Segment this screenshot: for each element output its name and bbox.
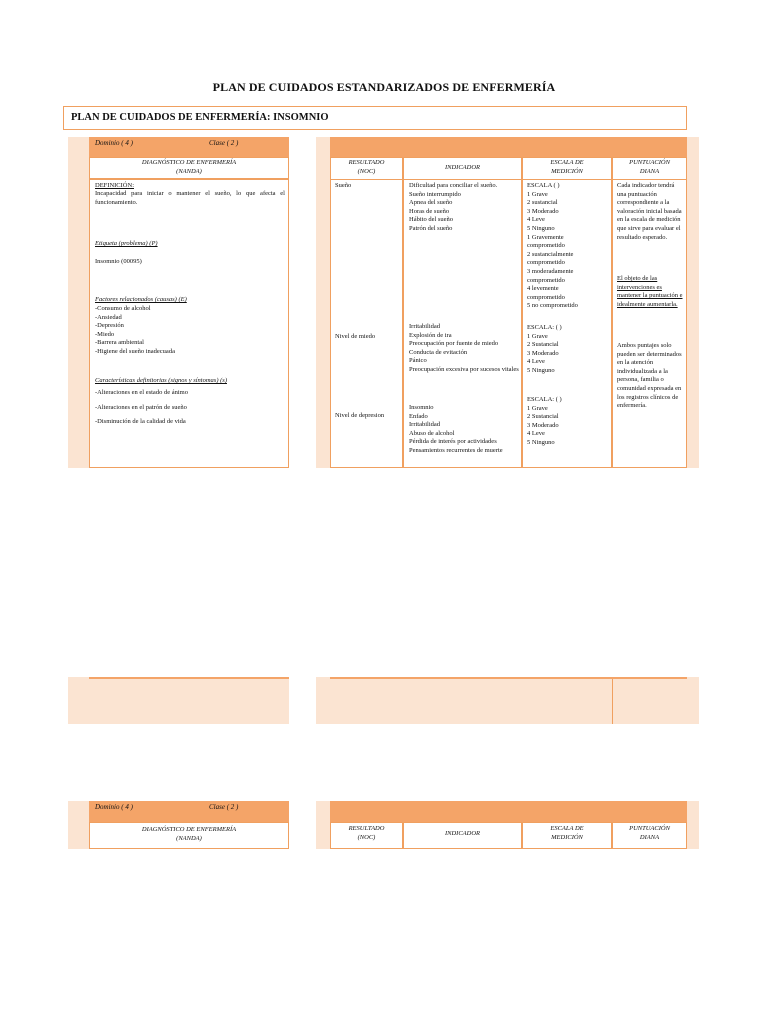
- diagnosis-header: DIAGNÓSTICO DE ENFERMERÍA (NANDA): [141, 159, 237, 175]
- caracteristica-item: -Alteraciones en el estado de ánimo: [95, 389, 188, 396]
- indicadores-depresion: Insomnio Enfado Irritabilidad Abuso de alcohol Pérdida de interés por actividades Pensamientos recurrentes de muerte: [409, 404, 503, 454]
- dominio-label-2: Dominio ( 4 ): [95, 803, 133, 811]
- puntuacion-header-2: PUNTUACIÓN DIANA: [629, 825, 670, 841]
- clase-label-2: Clase ( 2 ): [209, 803, 239, 811]
- puntuacion-text-1: Cada indicador tendrá una puntuación correspondiente a la valoración inicial basada en la escala de medición que sirve para evaluar el resultado esperado.: [617, 182, 682, 241]
- resultado-header: RESULTADO (NOC): [348, 159, 385, 175]
- divider: [89, 677, 289, 679]
- puntuacion-text-2: El objeto de las intervenciones es mantener la puntuación e idealmente aumentarla.: [617, 275, 683, 308]
- definicion-text: Incapacidad para iniciar o mantener el sueño, lo que afecta el funcionamiento.: [95, 190, 285, 206]
- noc-top-bar-2: [330, 801, 687, 822]
- resultado-depresion: Nivel de depresion: [335, 412, 385, 419]
- escala-sueno: ESCALA ( ) 1 Grave 2 sustancial 3 Moderado 4 Leve 5 Ninguno 1 Gravemente comprometido 2 sustancialmente comprometido 3 moderadamente comprometido 4 levemente comprometido 5 no comprometido: [527, 182, 578, 310]
- resultado-column: [330, 179, 403, 468]
- noc-top-bar: [330, 137, 687, 157]
- escala-miedo: ESCALA: ( ) 1 Grave 2 Sustancial 3 Moderado 4 Leve 5 Ninguno: [527, 324, 562, 374]
- escala-header: ESCALA DE MEDICIÓN: [550, 159, 584, 175]
- etiqueta-value: Insomnio (00095): [95, 258, 142, 265]
- escala-header-2: ESCALA DE MEDICIÓN: [550, 825, 584, 841]
- etiqueta-label: Etiqueta (problema) (P): [95, 240, 158, 247]
- plan-title: PLAN DE CUIDADOS DE ENFERMERÍA: INSOMNIO: [71, 112, 329, 123]
- resultado-header-2: RESULTADO (NOC): [348, 825, 385, 841]
- indicadores-sueno: Dificultad para conciliar el sueño. Sueño interrumpido Apnea del sueño Horas de sueño Hábito del sueño Patrón del sueño: [409, 182, 498, 232]
- empty-right-panel: [316, 677, 699, 724]
- divider: [612, 679, 613, 724]
- dominio-label: Dominio ( 4 ): [95, 139, 133, 147]
- caracteristica-item: -Disminución de la calidad de vida: [95, 418, 186, 425]
- escala-depresion: ESCALA: ( ) 1 Grave 2 Sustancial 3 Moderado 4 Leve 5 Ninguno: [527, 396, 562, 446]
- puntuacion-text-3: Ambos puntajes solo pueden ser determinados en la atención individualizada a la persona, familia o comunidad expresada en los registros clínicos de enfermería.: [617, 342, 682, 410]
- indicador-header-2: INDICADOR: [444, 830, 481, 837]
- resultado-sueno: Sueño: [335, 182, 352, 189]
- factores-label: Factores relacionados (causas) (E): [95, 296, 187, 303]
- resultado-miedo: Nivel de miedo: [335, 333, 376, 340]
- clase-label: Clase ( 2 ): [209, 139, 239, 147]
- caracteristica-item: -Alteraciones en el patrón de sueño: [95, 404, 187, 411]
- divider: [330, 677, 687, 679]
- puntuacion-header: PUNTUACIÓN DIANA: [629, 159, 670, 175]
- indicador-header: INDICADOR: [444, 164, 481, 171]
- definicion-label: DEFINICIÓN:: [95, 182, 134, 189]
- diagnosis-header-2: DIAGNÓSTICO DE ENFERMERÍA (NANDA): [141, 826, 237, 842]
- plan-title-box: [63, 106, 687, 130]
- factores-list: -Consumo de alcohol -Ansiedad -Depresión -Miedo -Barrera ambiental -Higiene del sueño inadecuada: [95, 305, 175, 355]
- indicadores-miedo: Irritabilidad Explosión de ira Preocupación por fuente de miedo Conducta de evitación Pánico Preocupación excesiva por sucesos vitales: [409, 323, 519, 373]
- empty-left-panel: [68, 677, 289, 724]
- document-title: PLAN DE CUIDADOS ESTANDARIZADOS DE ENFERMERÍA: [212, 80, 556, 94]
- caracteristicas-label: Características definitorias (signos y síntomas) (s): [95, 377, 227, 384]
